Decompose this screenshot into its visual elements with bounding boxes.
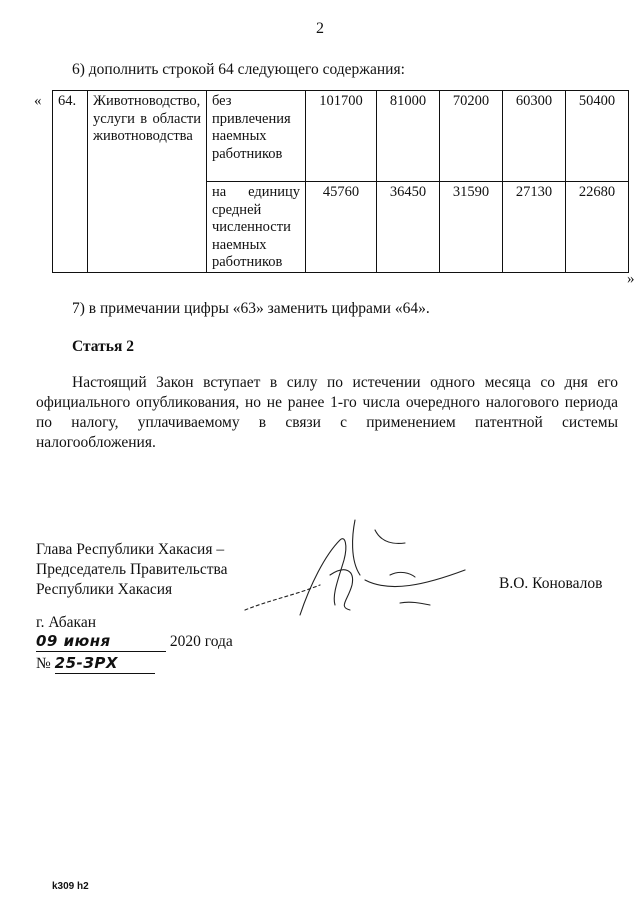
value-cell: 60300 bbox=[503, 91, 566, 182]
value-cell: 101700 bbox=[306, 91, 377, 182]
closing-quote: » bbox=[627, 271, 635, 287]
date-underline bbox=[36, 632, 166, 652]
number-sign: № bbox=[36, 655, 51, 672]
handwritten-signature bbox=[240, 515, 480, 625]
signatory-title-line: Глава Республики Хакасия – bbox=[36, 541, 225, 558]
unit-cell: без привлечения наемных работников bbox=[207, 91, 306, 182]
page-number: 2 bbox=[316, 20, 324, 37]
row-number-cell: 64. bbox=[53, 91, 88, 273]
article-text: Настоящий Закон вступает в силу по истечении одного месяца со дня его официального опубликования, но не ранее 1-го числа очередного налогового периода по налогу, уплачиваемому в связи с применением патентной системы налогообложения. bbox=[36, 374, 618, 451]
value-cell: 81000 bbox=[377, 91, 440, 182]
handwritten-number: 25-ЗРХ bbox=[54, 654, 118, 672]
amendment-item-6: 6) дополнить строкой 64 следующего содержания: bbox=[72, 61, 405, 78]
signing-date bbox=[36, 632, 233, 652]
signatory-name: В.О. Коновалов bbox=[499, 575, 603, 592]
city: г. Абакан bbox=[36, 614, 97, 631]
footer-code: k309 h2 bbox=[52, 881, 89, 892]
value-cell: 27130 bbox=[503, 182, 566, 273]
date-year: 2020 года bbox=[169, 633, 233, 650]
value-cell: 45760 bbox=[306, 182, 377, 273]
table-row bbox=[53, 91, 629, 182]
activity-cell: Животноводство, услуги в области животноводства bbox=[88, 91, 207, 273]
signatory-title-line: Республики Хакасия bbox=[36, 581, 173, 598]
value-cell: 70200 bbox=[440, 91, 503, 182]
value-cell: 50400 bbox=[566, 91, 629, 182]
number-underline bbox=[55, 654, 155, 674]
handwritten-date: 09 июня bbox=[36, 632, 111, 650]
amendment-item-7: 7) в примечании цифры «63» заменить цифрами «64». bbox=[72, 300, 430, 317]
signatory-title bbox=[36, 540, 228, 600]
unit-cell: на единицу средней численности наемных работников bbox=[207, 182, 306, 273]
article-title: Статья 2 bbox=[72, 338, 134, 355]
value-cell: 22680 bbox=[566, 182, 629, 273]
value-cell: 36450 bbox=[377, 182, 440, 273]
signatory-title-line: Председатель Правительства bbox=[36, 561, 228, 578]
opening-quote: « bbox=[34, 93, 42, 109]
amendment-table bbox=[52, 90, 629, 273]
value-cell: 31590 bbox=[440, 182, 503, 273]
law-number bbox=[36, 654, 155, 674]
